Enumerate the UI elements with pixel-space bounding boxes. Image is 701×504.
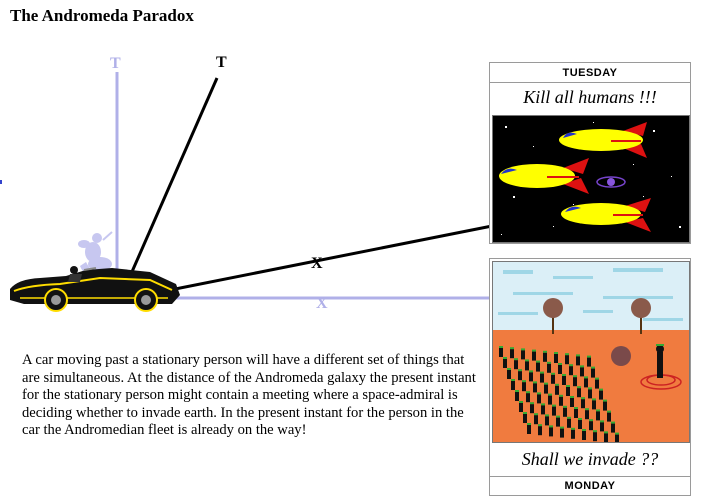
alien-soldier bbox=[573, 375, 577, 386]
alien-soldier bbox=[584, 376, 588, 387]
alien-soldier bbox=[559, 395, 563, 406]
alien-army-illustration bbox=[493, 262, 689, 442]
alien-soldier bbox=[503, 357, 507, 368]
alien-soldier bbox=[588, 387, 592, 398]
alien-soldier bbox=[514, 358, 518, 369]
alien-soldier bbox=[574, 407, 578, 418]
alien-soldier bbox=[580, 365, 584, 376]
alien-soldier bbox=[525, 359, 529, 370]
alien-soldier bbox=[571, 428, 575, 439]
alien-soldier bbox=[527, 423, 531, 434]
alien-soldier bbox=[533, 381, 537, 392]
alien-soldier bbox=[537, 392, 541, 403]
alien-soldier bbox=[526, 391, 530, 402]
spaceship-2 bbox=[499, 158, 589, 194]
alien-soldier bbox=[545, 414, 549, 425]
alien-soldier bbox=[551, 373, 555, 384]
alien-soldier bbox=[566, 385, 570, 396]
alien-soldier bbox=[518, 369, 522, 380]
alien-soldier bbox=[523, 412, 527, 423]
stationary-space-label: X bbox=[316, 295, 328, 312]
alien-soldier bbox=[607, 411, 611, 422]
alien-soldier bbox=[544, 383, 548, 394]
alien-soldier bbox=[555, 384, 559, 395]
alien-soldier bbox=[547, 362, 551, 373]
alien-soldier bbox=[549, 425, 553, 436]
monday-caption: Shall we invade ?? bbox=[521, 449, 659, 469]
alien-soldier bbox=[522, 380, 526, 391]
alien-soldier bbox=[595, 378, 599, 389]
alien-soldier bbox=[515, 390, 519, 401]
alien-soldier bbox=[532, 350, 536, 361]
monday-divider bbox=[490, 476, 690, 477]
alien-soldier bbox=[599, 389, 603, 400]
alien-soldier bbox=[569, 364, 573, 375]
alien-soldier bbox=[593, 430, 597, 441]
alien-soldier bbox=[536, 361, 540, 372]
alien-soldier bbox=[552, 405, 556, 416]
description-text: A car moving past a stationary person will have a different set of things that are simultaneous. At the distance of the Andromeda galaxy the present instant for the stationary person might contain a meeting where a space-admiral is deciding whether to invade earth. In the present instant for the person in the car the Andromedian fleet is already on the way! bbox=[22, 352, 476, 439]
alien-soldier bbox=[499, 346, 503, 357]
admiral-figure bbox=[656, 344, 664, 378]
alien-soldier bbox=[548, 394, 552, 405]
car-time-label: T bbox=[216, 54, 227, 71]
alien-soldier bbox=[570, 396, 574, 407]
moving-car-icon bbox=[10, 266, 180, 311]
alien-soldier bbox=[603, 400, 607, 411]
alien-soldier bbox=[540, 372, 544, 383]
alien-soldier bbox=[521, 348, 525, 359]
alien-soldier bbox=[577, 386, 581, 397]
ringed-planet bbox=[597, 177, 625, 187]
alien-army bbox=[499, 346, 619, 442]
alien-soldier bbox=[604, 431, 608, 442]
alien-soldier bbox=[600, 420, 604, 431]
tuesday-caption: Kill all humans !!! bbox=[523, 87, 657, 107]
alien-soldier bbox=[507, 368, 511, 379]
alien-soldier bbox=[541, 403, 545, 414]
alien-soldier bbox=[587, 356, 591, 367]
tuesday-day-label: TUESDAY bbox=[562, 67, 618, 79]
alien-soldier bbox=[543, 351, 547, 362]
alien-soldier bbox=[565, 353, 569, 364]
spaceship-3 bbox=[561, 198, 651, 232]
tuesday-panel bbox=[489, 62, 691, 244]
alien-soldier bbox=[591, 367, 595, 378]
alien-soldier bbox=[611, 422, 615, 433]
alien-soldier bbox=[567, 417, 571, 428]
space-fleet-scene bbox=[492, 115, 690, 243]
alien-soldier bbox=[529, 370, 533, 381]
alien-soldier bbox=[538, 424, 542, 435]
alien-soldier bbox=[578, 418, 582, 429]
alien-soldier bbox=[615, 433, 619, 442]
alien-soldier bbox=[563, 406, 567, 417]
alien-soldier bbox=[592, 398, 596, 409]
alien-soldier bbox=[582, 429, 586, 440]
alien-soldier bbox=[581, 397, 585, 408]
stationary-time-label: T bbox=[110, 55, 121, 72]
alien-soldier bbox=[596, 409, 600, 420]
edge-marker bbox=[0, 180, 2, 184]
alien-soldier bbox=[560, 427, 564, 438]
car-time-axis bbox=[124, 78, 217, 290]
alien-soldier bbox=[510, 347, 514, 358]
alien-soldier bbox=[558, 363, 562, 374]
alien-soldier bbox=[534, 413, 538, 424]
alien-soldier bbox=[554, 352, 558, 363]
alien-soldier bbox=[562, 374, 566, 385]
alien-soldier bbox=[511, 379, 515, 390]
car-space-label: X bbox=[311, 255, 323, 272]
tuesday-divider bbox=[490, 82, 690, 83]
alien-soldier bbox=[519, 401, 523, 412]
space-fleet-illustration bbox=[493, 116, 689, 242]
alien-soldier bbox=[585, 408, 589, 419]
alien-soldier bbox=[589, 419, 593, 430]
monday-panel bbox=[489, 258, 691, 496]
alien-army-scene bbox=[492, 261, 690, 443]
alien-soldier bbox=[556, 416, 560, 427]
alien-soldier bbox=[576, 354, 580, 365]
page-title: The Andromeda Paradox bbox=[10, 6, 194, 25]
spaceship-1 bbox=[559, 122, 647, 158]
alien-soldier bbox=[530, 402, 534, 413]
monday-day-label: MONDAY bbox=[564, 480, 616, 492]
